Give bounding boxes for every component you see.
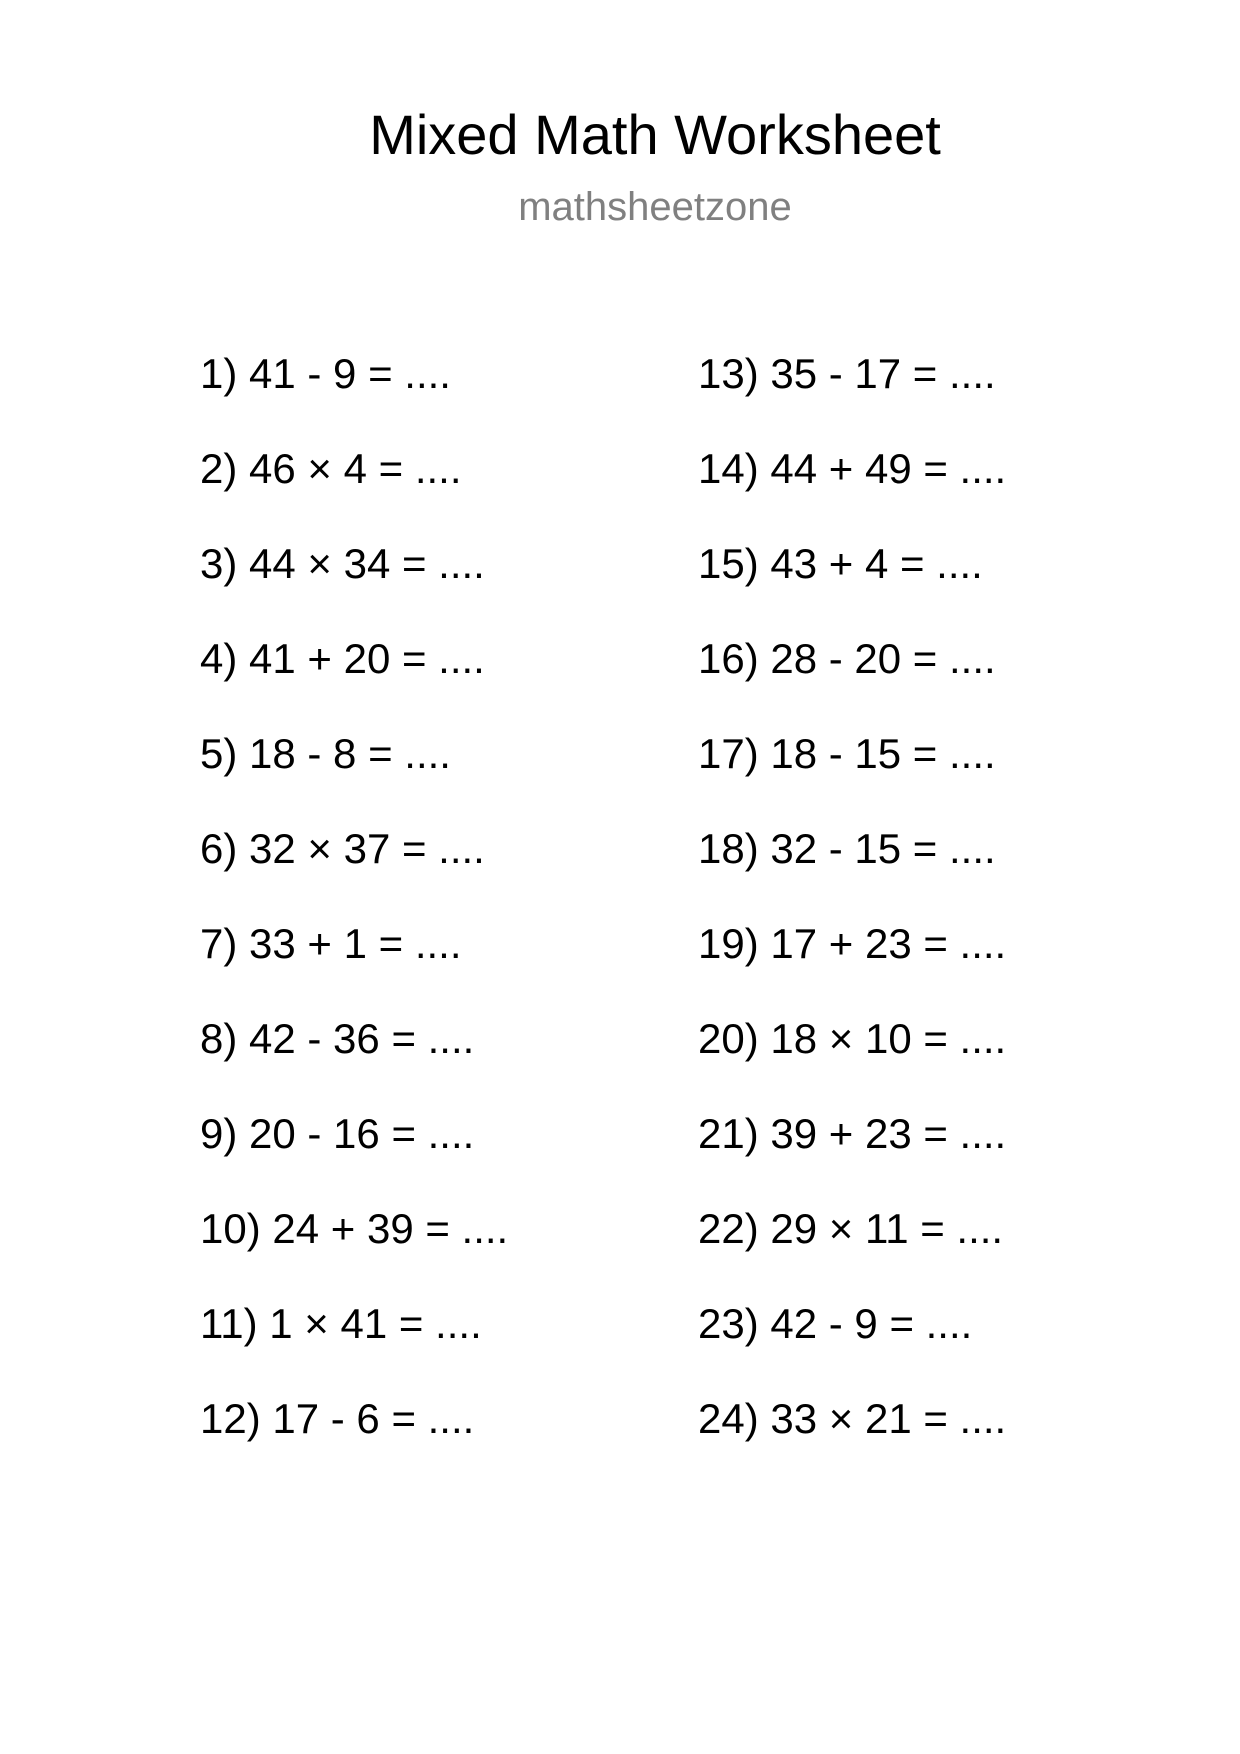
problem-21: 21) 39 + 23 = ....: [698, 1110, 1007, 1157]
problem-4: 4) 41 + 20 = ....: [200, 635, 485, 682]
page-title: Mixed Math Worksheet: [369, 103, 941, 166]
problem-column-right: [698, 344, 1178, 1484]
problem-23: 23) 42 - 9 = ....: [698, 1300, 973, 1347]
problem-column-left: [200, 344, 680, 1484]
problem-15: 15) 43 + 4 = ....: [698, 540, 983, 587]
problem-20: 20) 18 × 10 = ....: [698, 1015, 1007, 1062]
problem-22: 22) 29 × 11 = ....: [698, 1205, 1004, 1252]
page-subtitle: mathsheetzone: [518, 185, 792, 229]
problem-12: 12) 17 - 6 = ....: [200, 1395, 475, 1442]
problem-18: 18) 32 - 15 = ....: [698, 825, 996, 872]
problem-1: 1) 41 - 9 = ....: [200, 350, 451, 397]
problem-11: 11) 1 × 41 = ....: [200, 1300, 482, 1347]
problem-5: 5) 18 - 8 = ....: [200, 730, 451, 777]
problem-16: 16) 28 - 20 = ....: [698, 635, 996, 682]
problem-6: 6) 32 × 37 = ....: [200, 825, 485, 872]
problem-3: 3) 44 × 34 = ....: [200, 540, 485, 587]
problem-2: 2) 46 × 4 = ....: [200, 445, 462, 492]
problem-24: 24) 33 × 21 = ....: [698, 1395, 1007, 1442]
problem-14: 14) 44 + 49 = ....: [698, 445, 1007, 492]
problem-8: 8) 42 - 36 = ....: [200, 1015, 475, 1062]
problem-10: 10) 24 + 39 = ....: [200, 1205, 509, 1252]
problem-17: 17) 18 - 15 = ....: [698, 730, 996, 777]
problem-19: 19) 17 + 23 = ....: [698, 920, 1007, 967]
problem-9: 9) 20 - 16 = ....: [200, 1110, 475, 1157]
problem-13: 13) 35 - 17 = ....: [698, 350, 996, 397]
problem-7: 7) 33 + 1 = ....: [200, 920, 462, 967]
